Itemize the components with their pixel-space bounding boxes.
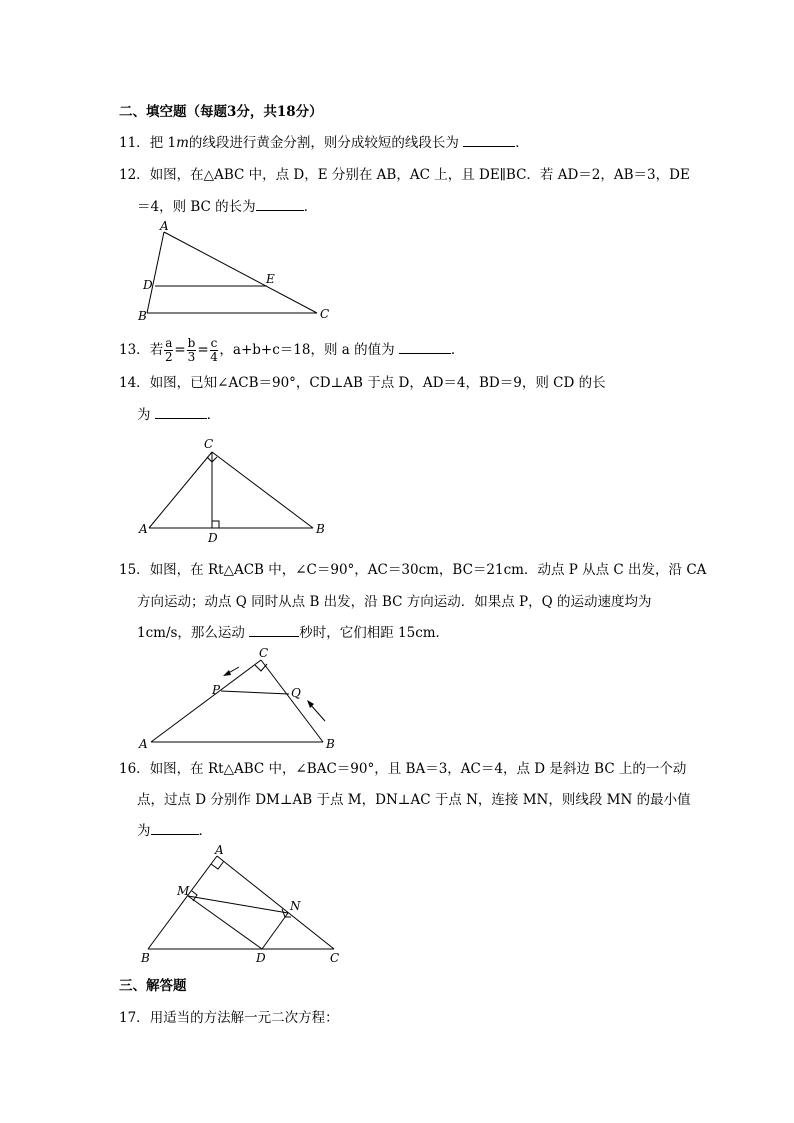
label-b: B — [316, 522, 325, 536]
question-12-line-2: ＝4，则 BC 的长为 ． — [137, 199, 318, 215]
label-b: B — [326, 737, 335, 751]
label-e: E — [266, 272, 275, 286]
question-text: 用适当的方法解一元二次方程： — [149, 1010, 339, 1026]
figure-q14-triangle — [135, 432, 335, 544]
label-b: B — [138, 309, 147, 323]
question-text: 如图，在△ABC 中，点 D，E 分别在 AB，AC 上，且 DE∥BC．若 AD＝2，AB＝3，DE — [149, 167, 690, 183]
label-p: P — [212, 683, 221, 697]
fraction-a-2: $\frac{a}{2}$ — [164, 336, 173, 364]
question-15-line-3 — [137, 624, 449, 642]
label-a: A — [215, 843, 224, 857]
segment-dm — [188, 896, 262, 949]
segment-ac — [149, 452, 212, 528]
label-a: A — [139, 737, 148, 751]
question-text: 方向运动；动点 Q 同时从点 B 出发，沿 BC 方向运动．如果点 P，Q 的运动速度均为 — [137, 594, 652, 610]
segment-bc — [212, 452, 313, 528]
answer-blank[interactable] — [256, 198, 304, 211]
answer-blank[interactable] — [155, 406, 207, 419]
section-3-title: 三、解答题 — [119, 978, 187, 994]
label-c: C — [320, 307, 330, 321]
question-text: ＝4，则 BC 的长为 — [137, 199, 256, 215]
answer-blank[interactable] — [399, 341, 451, 354]
figure-q16-triangle — [140, 843, 350, 965]
section-2-title: 二、填空题（每题3分，共18分） — [119, 104, 323, 120]
unit-m: m — [176, 135, 189, 151]
question-number: 14． — [119, 375, 150, 391]
question-number: 13． — [119, 342, 150, 358]
segment-mn — [188, 896, 288, 913]
right-angle-mark-d — [212, 521, 219, 528]
question-12-line-1 — [119, 166, 690, 184]
question-16-line-1 — [119, 760, 686, 778]
segment-ab — [148, 856, 217, 949]
question-text: 秒时，它们相距 15cm． — [299, 625, 450, 641]
question-number: 15． — [119, 562, 150, 578]
question-number: 12． — [119, 167, 150, 183]
question-text: 为 — [137, 407, 155, 423]
question-16-line-2 — [137, 791, 691, 809]
label-q: Q — [291, 686, 301, 700]
question-number: 17． — [119, 1010, 150, 1026]
question-text: 点，过点 D 分别作 DM⊥AB 于点 M，DN⊥AC 于点 N，连接 MN，则线段 MN 的最小值 — [137, 792, 691, 808]
fraction-b-3: $\frac{b}{3}$ — [187, 336, 196, 364]
arrow-p-head — [223, 670, 231, 676]
segment-ab — [147, 232, 164, 313]
question-14-line-1 — [119, 374, 606, 392]
label-a: A — [139, 522, 148, 536]
question-number: 16． — [119, 761, 150, 777]
label-d: D — [143, 278, 153, 292]
question-text: 的线段进行黄金分割，则分成较短的线段长为 — [188, 135, 464, 151]
label-a: A — [160, 219, 169, 233]
answer-blank[interactable] — [463, 134, 515, 147]
label-c: C — [204, 437, 214, 451]
segment-ac — [217, 856, 334, 949]
question-16-line-3: 为 ． — [137, 823, 212, 839]
label-m: M — [177, 884, 190, 898]
figure-q12-triangle — [130, 220, 340, 325]
question-text: 若 — [149, 342, 164, 358]
question-text: 1cm/s，那么运动 — [137, 625, 250, 641]
question-text: 如图，在 Rt△ACB 中，∠C＝90°，AC＝30cm，BC＝21cm．动点 P 从点 C 出发，沿 CA — [149, 562, 707, 578]
question-17 — [119, 1009, 339, 1027]
question-text: 如图，在 Rt△ABC 中，∠BAC＝90°，且 BA＝3，AC＝4，点 D 是斜边 BC 上的一个动 — [149, 761, 687, 777]
label-b: B — [141, 951, 150, 965]
answer-blank[interactable] — [249, 624, 299, 637]
question-15-line-1 — [119, 561, 706, 579]
label-c: C — [330, 951, 340, 965]
fraction-c-4: $\frac{c}{4}$ — [210, 336, 218, 364]
question-14-line-2: 为 ． — [137, 407, 221, 423]
question-text: 把 1 — [149, 135, 177, 151]
question-11: 11．把 1m的线段进行黄金分割，则分成较短的线段长为 ． — [119, 135, 529, 151]
question-13: 13．若 $\frac{a}{2}$ = $\frac{b}{3}$ = $\frac{c}{4}$ ，a+b+c＝18，则 a 的值为 ． — [119, 336, 465, 364]
answer-blank[interactable] — [151, 822, 199, 835]
label-n: N — [290, 899, 301, 913]
label-c: C — [259, 646, 269, 660]
segment-ca — [151, 660, 261, 742]
label-d: D — [256, 951, 266, 965]
question-15-line-2 — [137, 593, 651, 611]
segment-ac — [164, 232, 317, 313]
segment-cb — [261, 660, 323, 742]
question-text: 为 — [137, 823, 151, 839]
segment-pq — [221, 691, 289, 694]
question-text: 如图，已知∠ACB＝90°，CD⊥AB 于点 D，AD＝4，BD＝9，则 CD 的长 — [149, 375, 606, 391]
question-text: ，a+b+c＝18，则 a 的值为 — [219, 342, 399, 358]
figure-q15-triangle — [135, 645, 345, 753]
segment-dn — [262, 913, 288, 949]
question-number: 11． — [119, 135, 150, 151]
label-d: D — [208, 531, 218, 545]
